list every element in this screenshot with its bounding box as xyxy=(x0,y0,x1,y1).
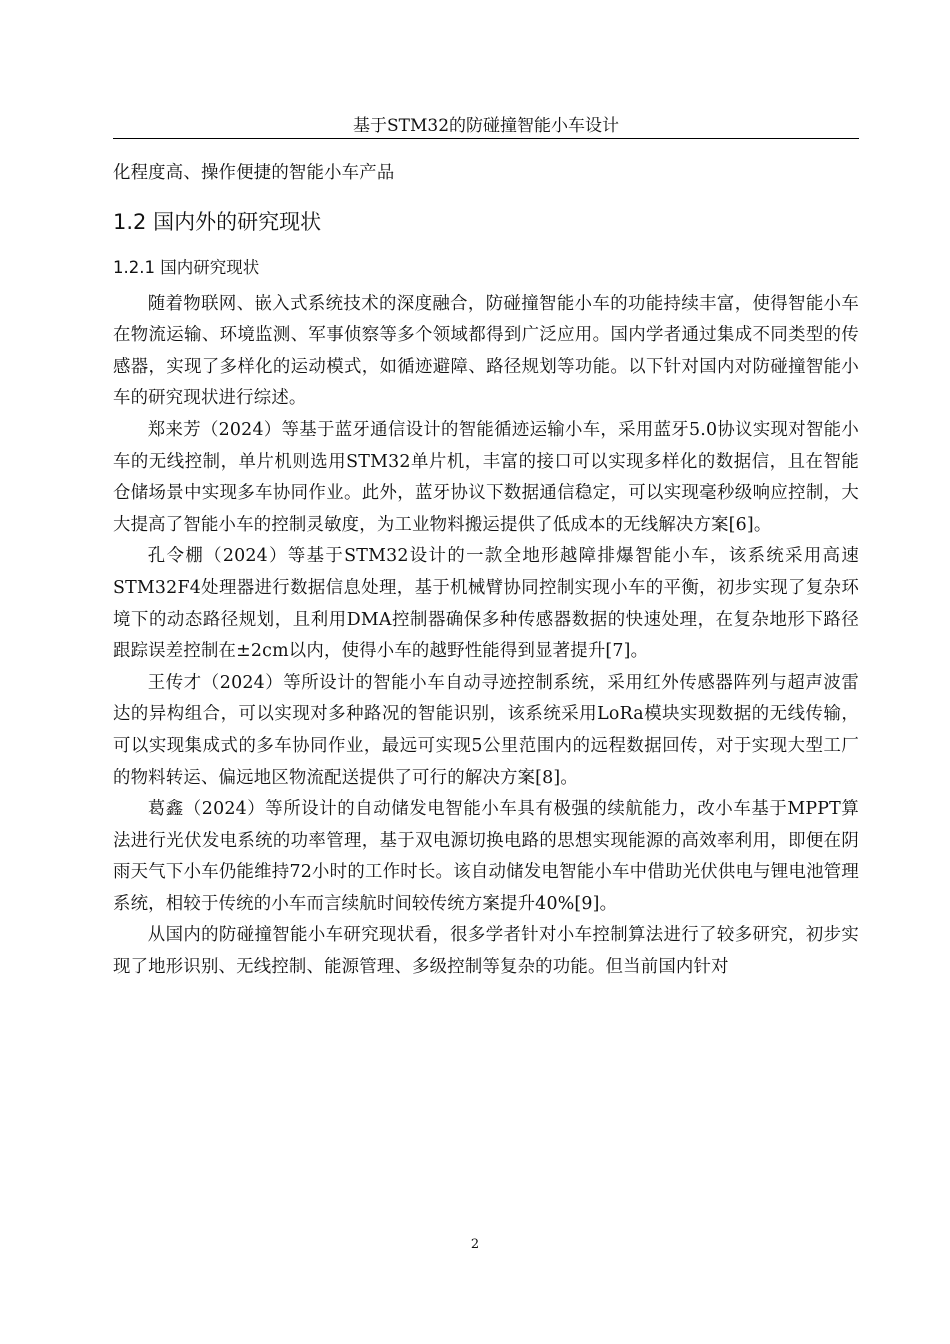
paragraph: 从国内的防碰撞智能小车研究现状看，很多学者针对小车控制算法进行了较多研究，初步实现了地形识别、无线控制、能源管理、多级控制等复杂的功能。但当前国内针对 xyxy=(113,925,859,978)
subsection-heading: 1.2.1 国内研究现状 xyxy=(113,257,260,277)
paragraph: 随着物联网、嵌入式系统技术的深度融合，防碰撞智能小车的功能持续丰富，使得智能小车在物流运输、环境监测、军事侦察等多个领域都得到广泛应用。国内学者通过集成不同类型的传感器，实现了多样化的运动模式，如循迹避障、路径规划等功能。以下针对国内对防碰撞智能小车的研究现状进行综述。 xyxy=(113,293,859,409)
header-rule xyxy=(113,138,859,139)
paragraph: 葛鑫（2024）等所设计的自动储发电智能小车具有极强的续航能力，改小车基于MPPT算法进行光伏发电系统的功率管理，基于双电源切换电路的思想实现能源的高效率利用，即便在阴雨天气下小车仍能维持72小时的工作时长。该自动储发电智能小车中借助光伏供电与锂电池管理系统，相较于传统的小车而言续航时间较传统方案提升40%[9]。 xyxy=(113,799,859,914)
continuation-text: 化程度高、操作便捷的智能小车产品 xyxy=(113,163,395,183)
paragraph: 王传才（2024）等所设计的智能小车自动寻迹控制系统，采用红外传感器阵列与超声波雷达的异构组合，可以实现对多种路况的智能识别，该系统采用LoRa模块实现数据的无线传输，可以实现集成式的多车协同作业，最远可实现5公里范围内的远程数据回传，对于实现大型工厂的物料转运、偏远地区物流配送提供了可行的解决方案[8]。 xyxy=(113,672,859,788)
running-header: 基于STM32的防碰撞智能小车设计 xyxy=(352,116,620,136)
page-body xyxy=(113,158,859,984)
paragraph: 孔令棚（2024）等基于STM32设计的一款全地形越障排爆智能小车，该系统采用高速STM32F4处理器进行数据信息处理，基于机械臂协同控制实现小车的平衡，初步实现了复杂环境下的动态路径规划，且利用DMA控制器确保多种传感器数据的快速处理，在复杂地形下路径跟踪误差控制在±2cm以内，使得小车的越野性能得到显著提升[7]。 xyxy=(113,546,859,662)
paragraph: 郑来芳（2024）等基于蓝牙通信设计的智能循迹运输小车，采用蓝牙5.0协议实现对智能小车的无线控制，单片机则选用STM32单片机，丰富的接口可以实现多样化的数据信，且在智能仓储场景中实现多车协同作业。此外，蓝牙协议下数据通信稳定，可以实现毫秒级响应控制，大大提高了智能小车的控制灵敏度，为工业物料搬运提供了低成本的无线解决方案[6]。 xyxy=(113,419,859,535)
page-number: 2 xyxy=(470,1237,480,1252)
section-heading: 1.2 国内外的研究现状 xyxy=(113,209,322,234)
